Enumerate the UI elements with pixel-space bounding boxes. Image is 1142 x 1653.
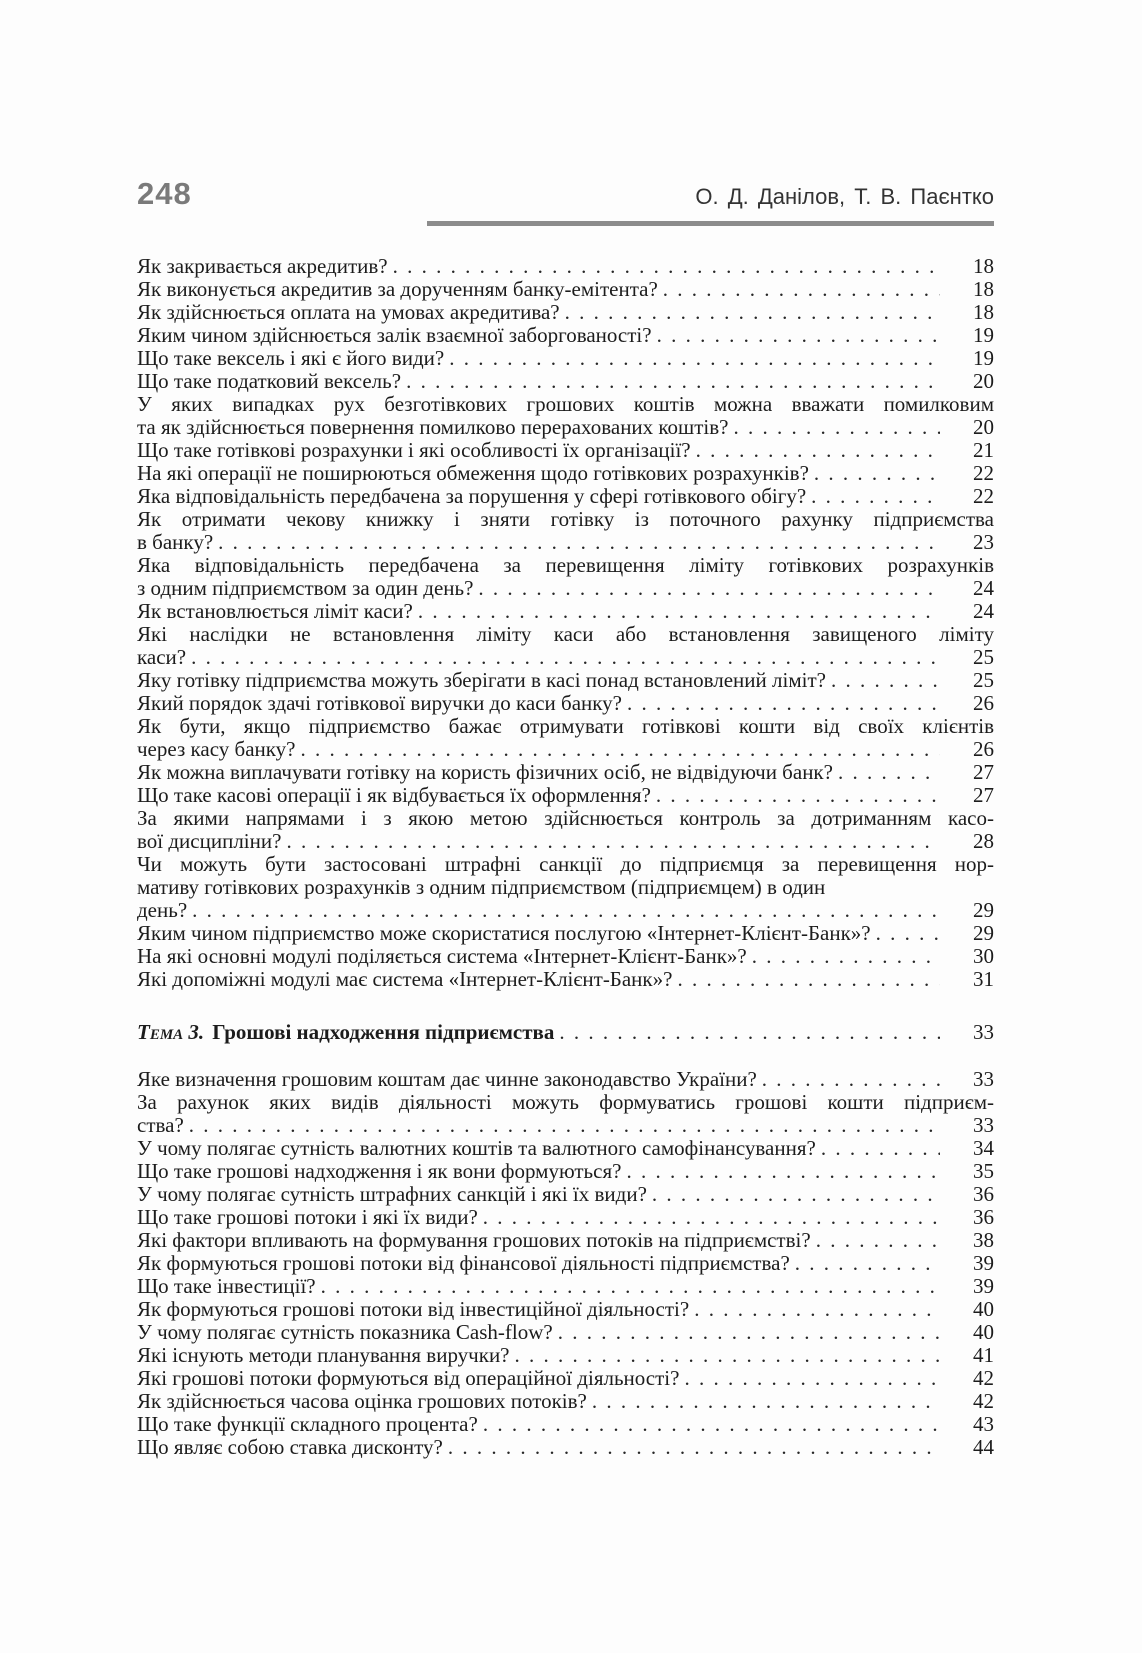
toc-entry-lastline	[137, 1068, 994, 1091]
toc-entry-lastline	[137, 462, 994, 485]
page-ref: 18	[973, 277, 994, 301]
dot-leader	[663, 278, 940, 301]
toc-entry-lastline	[137, 1390, 994, 1413]
page-ref: 33	[973, 1113, 994, 1137]
toc-entry-text: Що таке грошові потоки і які їх види?	[137, 1205, 478, 1229]
page-ref: 36	[973, 1205, 994, 1229]
toc-entry-text: Що таке готівкові розрахунки і які особливості їх організації?	[137, 438, 691, 462]
toc-entry-text: На які операції не поширюються обмеження щодо готівкових розрахунків?	[137, 461, 809, 485]
page-ref: 22	[973, 484, 994, 508]
toc-entry	[137, 761, 994, 784]
page-ref: 31	[973, 967, 994, 991]
page-ref: 21	[973, 438, 994, 462]
toc-entry-lastline	[137, 761, 994, 784]
toc-entry-text: Як здійснюється оплата на умовах акредитива?	[137, 300, 560, 324]
toc-entry-lastline	[137, 646, 994, 669]
toc-entry	[137, 1436, 994, 1459]
dot-leader	[694, 1298, 940, 1321]
toc-entry-text: Що таке функції складного процента?	[137, 1412, 478, 1436]
dot-leader	[816, 1229, 940, 1252]
toc-entry-lastline	[137, 577, 994, 600]
toc-entry-line: У яких випадках рух безготівкових грошових коштів можна вважати помилковим	[137, 392, 994, 416]
dot-leader	[418, 600, 940, 623]
page-ref: 30	[973, 944, 994, 968]
toc-entry	[137, 485, 994, 508]
toc-entry	[137, 1413, 994, 1436]
page-ref: 29	[973, 921, 994, 945]
section-heading-title: Грошові надходження підприємства	[212, 1020, 555, 1044]
page-ref: 25	[973, 645, 994, 669]
toc-entry	[137, 370, 994, 393]
dot-leader	[191, 646, 940, 669]
toc-section	[137, 1021, 994, 1459]
toc-entry-lastline	[137, 1413, 994, 1436]
dot-leader	[814, 462, 940, 485]
toc-entry-text: Що таке вексель і які є його види?	[137, 346, 445, 370]
toc-entry	[137, 715, 994, 761]
toc-entry	[137, 255, 994, 278]
dot-leader	[733, 416, 940, 439]
toc-entry-text: Яку готівку підприємства можуть зберігати в касі понад встановлений ліміт?	[137, 668, 826, 692]
page-ref: 42	[973, 1366, 994, 1390]
dot-leader	[300, 738, 940, 761]
toc-entry-lastline	[137, 1137, 994, 1160]
dot-leader	[795, 1252, 940, 1275]
dot-leader	[321, 1275, 940, 1298]
toc-entry-line: За якими напрямами і з якою метою здійснюється контроль за дотриманням касо-	[137, 806, 994, 830]
toc-entry	[137, 1160, 994, 1183]
toc-entry-text: Як формуються грошові потоки від інвестиційної діяльності?	[137, 1297, 690, 1321]
toc-entry-lastline	[137, 1275, 994, 1298]
toc-entry-lastline	[137, 1436, 994, 1459]
toc-entry	[137, 554, 994, 600]
toc-entry	[137, 462, 994, 485]
page-ref: 33	[973, 1020, 994, 1044]
dot-leader	[192, 899, 940, 922]
page-ref: 29	[973, 898, 994, 922]
toc-entry-text: Які фактори впливають на формування грошових потоків на підприємстві?	[137, 1228, 811, 1252]
toc-entry-lastline	[137, 416, 994, 439]
toc-entry-text: Що таке грошові надходження і як вони формуються?	[137, 1159, 622, 1183]
toc-entry	[137, 393, 994, 439]
toc-entry-line: Які наслідки не встановлення ліміту каси або встановлення завищеного ліміту	[137, 622, 994, 646]
dot-leader	[189, 1114, 940, 1137]
page-ref: 36	[973, 1182, 994, 1206]
toc-entry-lastline	[137, 1206, 994, 1229]
toc-entry-lastline	[137, 945, 994, 968]
toc-entry-lastline	[137, 1252, 994, 1275]
toc-entry-text: Як формуються грошові потоки від фінансової діяльності підприємства?	[137, 1251, 790, 1275]
dot-leader	[558, 1321, 940, 1344]
toc-entry	[137, 508, 994, 554]
toc-entry-line: Чи можуть бути застосовані штрафні санкції до підприємця за перевищення нор-	[137, 852, 994, 876]
toc-entry	[137, 600, 994, 623]
dot-leader	[448, 1436, 940, 1459]
toc-entry-text: Яка відповідальність передбачена за порушення у сфері готівкового обігу?	[137, 484, 807, 508]
toc-entry-text: Які грошові потоки формуються від операційної діяльності?	[137, 1366, 680, 1390]
page-ref: 34	[973, 1136, 994, 1160]
toc-entry-text: У чому полягає сутність валютних коштів та валютного самофінансування?	[137, 1136, 816, 1160]
toc-entry	[137, 1298, 994, 1321]
page-ref: 20	[973, 369, 994, 393]
dot-leader	[449, 347, 940, 370]
toc-entry	[137, 1390, 994, 1413]
toc	[137, 255, 994, 1459]
toc-entry	[137, 439, 994, 462]
toc-entry	[137, 853, 994, 922]
section-heading-label: Тема 3.	[137, 1020, 205, 1044]
page-ref: 40	[973, 1320, 994, 1344]
toc-entry-text: Яким чином здійснюється залік взаємної заборгованості?	[137, 323, 652, 347]
toc-entry	[137, 324, 994, 347]
toc-entry	[137, 1183, 994, 1206]
toc-entry-text: У чому полягає сутність показника Cash-flow?	[137, 1320, 553, 1344]
toc-entry-lastline	[137, 922, 994, 945]
dot-leader	[821, 1137, 940, 1160]
toc-entry	[137, 1252, 994, 1275]
toc-entry-lastline	[137, 1367, 994, 1390]
toc-entry-text: Що являє собою ставка дисконту?	[137, 1435, 443, 1459]
page-ref: 35	[973, 1159, 994, 1183]
section-heading	[137, 1021, 994, 1044]
page-ref: 26	[973, 691, 994, 715]
header-rule	[427, 221, 994, 226]
toc-entry-line: мативу готівкових розрахунків з одним підприємством (підприємцем) в один	[137, 875, 826, 899]
toc-entry-text: Яке визначення грошовим коштам дає чинне законодавство України?	[137, 1067, 757, 1091]
toc-entry	[137, 1275, 994, 1298]
toc-entry-text: Як можна виплачувати готівку на користь фізичних осіб, не відвідуючи банк?	[137, 760, 833, 784]
dot-leader	[656, 784, 940, 807]
dot-leader	[565, 301, 940, 324]
page-ref: 40	[973, 1297, 994, 1321]
dot-leader	[515, 1344, 940, 1367]
page-ref: 39	[973, 1251, 994, 1275]
toc-entry-line: Як бути, якщо підприємство бажає отримувати готівкові кошти від своїх клієнтів	[137, 714, 994, 738]
dot-leader	[218, 531, 940, 554]
page-ref: 22	[973, 461, 994, 485]
toc-entry-text: Як закривається акредитив?	[137, 254, 388, 278]
page-ref: 18	[973, 300, 994, 324]
toc-entry-lastline	[137, 968, 994, 991]
page-ref: 25	[973, 668, 994, 692]
dot-leader	[696, 439, 940, 462]
toc-entry-lastline	[137, 1298, 994, 1321]
toc-entry	[137, 968, 994, 991]
toc-section	[137, 255, 994, 991]
dot-leader	[406, 370, 940, 393]
toc-entry	[137, 623, 994, 669]
dot-leader	[657, 324, 940, 347]
toc-entry	[137, 278, 994, 301]
toc-entry-lastline	[137, 255, 994, 278]
toc-entry	[137, 1229, 994, 1252]
toc-entry	[137, 1068, 994, 1091]
dot-leader	[559, 1021, 940, 1044]
toc-entry-text: Який порядок здачі готівкової виручки до каси банку?	[137, 691, 622, 715]
toc-entry-lastline	[137, 669, 994, 692]
page-ref: 39	[973, 1274, 994, 1298]
authors-line: О. Д. Данілов, Т. В. Паєнтко	[695, 184, 994, 209]
toc-entry-text: ства?	[137, 1113, 184, 1137]
toc-entry-lastline	[137, 1321, 994, 1344]
toc-entry-line: За рахунок яких видів діяльності можуть формуватись грошові кошти підприєм-	[137, 1090, 994, 1114]
page-number: 248	[137, 176, 192, 211]
toc-entry-text: У чому полягає сутність штрафних санкцій і які їх види?	[137, 1182, 647, 1206]
toc-entry	[137, 922, 994, 945]
toc-entry	[137, 945, 994, 968]
toc-entry	[137, 1091, 994, 1137]
toc-entry-lastline	[137, 485, 994, 508]
dot-leader	[762, 1068, 940, 1091]
toc-entry-text: через касу банку?	[137, 737, 296, 761]
toc-entry-line: Як отримати чекову книжку і зняти готівку із поточного рахунку підприємства	[137, 507, 994, 531]
toc-entry-text: Що таке податковий вексель?	[137, 369, 402, 393]
toc-entry	[137, 669, 994, 692]
toc-entry-text: Як виконується акредитив за дорученням банку-емітента?	[137, 277, 658, 301]
page-ref: 20	[973, 415, 994, 439]
toc-entry-lastline	[137, 1183, 994, 1206]
toc-entry-lastline	[137, 692, 994, 715]
dot-leader	[652, 1183, 940, 1206]
toc-entry-text: вої дисципліни?	[137, 829, 282, 853]
running-header	[137, 0, 994, 212]
toc-entry-text: Що таке інвестиції?	[137, 1274, 316, 1298]
page-ref: 42	[973, 1389, 994, 1413]
dot-leader	[286, 830, 940, 853]
dot-leader	[684, 1367, 940, 1390]
toc-entry	[137, 692, 994, 715]
dot-leader	[592, 1390, 940, 1413]
toc-entry-lastline	[137, 1160, 994, 1183]
toc-entry-lastline	[137, 370, 994, 393]
toc-entry-lastline	[137, 347, 994, 370]
toc-entry-text: Що таке касові операції і як відбувається їх оформлення?	[137, 783, 651, 807]
page-ref: 38	[973, 1228, 994, 1252]
toc-entry-lastline	[137, 830, 994, 853]
toc-entry	[137, 1206, 994, 1229]
toc-entry-lastline	[137, 301, 994, 324]
toc-entry-text: Як здійснюється часова оцінка грошових потоків?	[137, 1389, 587, 1413]
toc-entry-text: Як встановлюється ліміт каси?	[137, 599, 413, 623]
toc-entry-text: Які допоміжні модулі має система «Інтернет-Клієнт-Банк»?	[137, 967, 673, 991]
toc-entry-line: Яка відповідальність передбачена за перевищення ліміту готівкових розрахунків	[137, 553, 994, 577]
toc-entry-lastline	[137, 784, 994, 807]
toc-entry-lastline	[137, 738, 994, 761]
toc-entry-text: в банку?	[137, 530, 214, 554]
toc-entry	[137, 784, 994, 807]
page-ref: 26	[973, 737, 994, 761]
toc-entry-lastline	[137, 1114, 994, 1137]
dot-leader	[831, 669, 940, 692]
dot-leader	[811, 485, 940, 508]
toc-entry-text: Яким чином підприємство може скористатися послугою «Інтернет-Клієнт-Банк»?	[137, 921, 871, 945]
page-ref: 18	[973, 254, 994, 278]
toc-entry-lastline	[137, 531, 994, 554]
toc-entry-lastline	[137, 324, 994, 347]
toc-entry-text: та як здійснюється повернення помилково перерахованих коштів?	[137, 415, 729, 439]
dot-leader	[677, 968, 940, 991]
dot-leader	[483, 1413, 940, 1436]
page-ref: 19	[973, 346, 994, 370]
dot-leader	[838, 761, 940, 784]
toc-entry	[137, 1367, 994, 1390]
page-ref: 27	[973, 783, 994, 807]
dot-leader	[393, 255, 940, 278]
toc-entry	[137, 1321, 994, 1344]
toc-entry-lastline	[137, 600, 994, 623]
page-ref: 19	[973, 323, 994, 347]
dot-leader	[626, 1160, 940, 1183]
toc-entry-text: день?	[137, 898, 188, 922]
page-ref: 24	[973, 576, 994, 600]
dot-leader	[483, 1206, 940, 1229]
dot-leader	[876, 922, 940, 945]
toc-entry-lastline	[137, 439, 994, 462]
toc-entry-text: На які основні модулі поділяється система «Інтернет-Клієнт-Банк»?	[137, 944, 747, 968]
toc-entry-text: з одним підприємством за один день?	[137, 576, 474, 600]
toc-entry	[137, 301, 994, 324]
dot-leader	[478, 577, 940, 600]
toc-entry	[137, 1137, 994, 1160]
page-ref: 23	[973, 530, 994, 554]
toc-entry	[137, 807, 994, 853]
toc-entry-lastline	[137, 1229, 994, 1252]
toc-entry-lastline	[137, 278, 994, 301]
toc-entry	[137, 1344, 994, 1367]
page-ref: 43	[973, 1412, 994, 1436]
toc-entry-text: каси?	[137, 645, 187, 669]
page-ref: 24	[973, 599, 994, 623]
page-ref: 41	[973, 1343, 994, 1367]
page-ref: 44	[973, 1435, 994, 1459]
page-ref: 27	[973, 760, 994, 784]
toc-entry	[137, 347, 994, 370]
toc-entry-lastline	[137, 1344, 994, 1367]
toc-entry-lastline	[137, 899, 994, 922]
dot-leader	[752, 945, 940, 968]
page-ref: 28	[973, 829, 994, 853]
dot-leader	[627, 692, 940, 715]
toc-entry-text: Які існують методи планування виручки?	[137, 1343, 510, 1367]
page-ref: 33	[973, 1067, 994, 1091]
